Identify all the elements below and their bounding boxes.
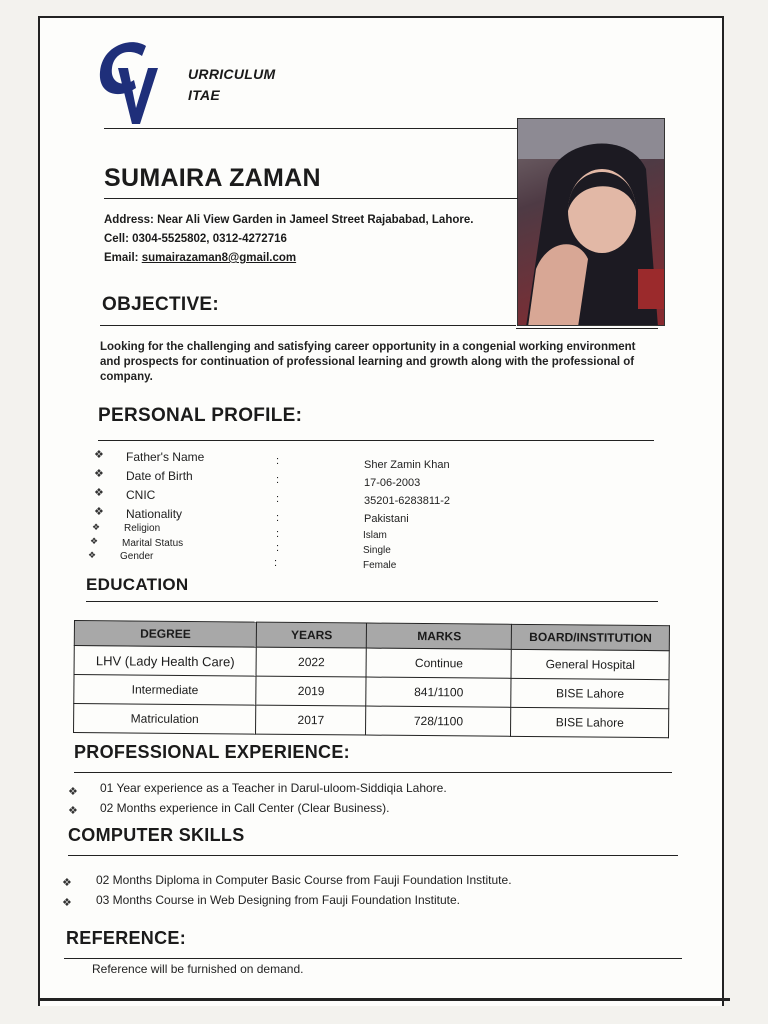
table-row	[74, 704, 669, 738]
bullet-icon: ❖	[68, 805, 78, 817]
personal-profile-rule	[98, 440, 654, 441]
email-label: Email:	[104, 252, 139, 264]
skills-rule	[68, 855, 678, 856]
dob-value: 17-06-2003	[364, 477, 421, 489]
bullet-icon: ❖	[94, 487, 104, 499]
reference-rule	[64, 958, 682, 959]
email-line	[104, 252, 296, 264]
experience-item: 02 Months experience in Call Center (Clear Business).	[100, 801, 390, 815]
dob-label: Date of Birth	[126, 469, 193, 483]
education-table	[73, 620, 670, 738]
header-rule	[104, 128, 518, 129]
gender-value: Female	[363, 560, 397, 571]
degree-cell: Intermediate	[74, 675, 256, 706]
year-cell: 2019	[256, 676, 366, 706]
father-name-value: Sher Zamin Khan	[364, 459, 450, 471]
logo-line-1: URRICULUM	[188, 66, 276, 82]
marks-cell: 841/1100	[366, 677, 511, 707]
skill-item: 02 Months Diploma in Computer Basic Course from Fauji Foundation Institute.	[96, 873, 512, 887]
cv-logo	[96, 38, 160, 130]
email-link[interactable]: sumairazaman8@gmail.com	[141, 252, 297, 264]
bullet-icon: ❖	[62, 897, 72, 909]
colon: :	[276, 528, 280, 540]
religion-value: Islam	[363, 530, 387, 541]
cnic-label: CNIC	[126, 488, 156, 502]
col-header-degree: DEGREE	[74, 621, 256, 648]
bullet-icon: ❖	[68, 786, 78, 798]
bullet-icon: ❖	[90, 536, 99, 546]
degree-cell: Matriculation	[74, 704, 256, 735]
reference-text: Reference will be furnished on demand.	[92, 962, 304, 976]
candidate-name: SUMAIRA ZAMAN	[104, 164, 321, 192]
year-cell: 2017	[256, 705, 366, 735]
colon: :	[276, 493, 280, 505]
cnic-value: 35201-6283811-2	[364, 495, 451, 507]
col-header-marks: MARKS	[367, 623, 512, 649]
marks-cell: 728/1100	[366, 706, 511, 736]
gender-label: Gender	[120, 551, 154, 562]
bullet-icon: ❖	[62, 877, 72, 889]
experience-heading: PROFESSIONAL EXPERIENCE:	[74, 742, 350, 762]
objective-rule-2	[516, 328, 658, 329]
colon: :	[276, 474, 280, 486]
logo-text	[188, 64, 275, 106]
address-value: Near Ali View Garden in Jameel Street Rajababad, Lahore.	[157, 214, 474, 226]
education-heading: EDUCATION	[86, 575, 189, 594]
experience-item: 01 Year experience as a Teacher in Darul-uloom-Siddiqia Lahore.	[100, 781, 447, 795]
year-cell: 2022	[256, 647, 366, 677]
colon: :	[274, 557, 278, 569]
cell-value: 0304-5525802, 0312-4272716	[132, 233, 287, 245]
objective-rule	[100, 325, 516, 326]
experience-rule	[74, 772, 672, 773]
personal-profile-heading: PERSONAL PROFILE:	[98, 405, 303, 426]
cell-line	[104, 233, 287, 245]
cell-label: Cell:	[104, 233, 129, 245]
board-cell: BISE Lahore	[511, 678, 669, 708]
bullet-icon: ❖	[88, 550, 97, 560]
colon: :	[276, 455, 280, 467]
name-rule	[104, 198, 518, 199]
reference-heading: REFERENCE:	[66, 928, 187, 948]
footer-rule	[38, 998, 730, 1001]
objective-text: Looking for the challenging and satisfying career opportunity in a congenial working environment and prospects for continuation of professional learning and growth along with the professional of company.	[100, 341, 636, 383]
board-cell: General Hospital	[511, 649, 669, 679]
religion-label: Religion	[124, 523, 161, 534]
col-header-years: YEARS	[256, 622, 366, 648]
col-header-board: BOARD/INSTITUTION	[512, 624, 670, 650]
education-rule	[86, 601, 658, 602]
objective-heading: OBJECTIVE:	[102, 294, 220, 315]
nationality-value: Pakistani	[364, 513, 409, 525]
bullet-icon: ❖	[94, 506, 104, 518]
skill-item: 03 Months Course in Web Designing from Fauji Foundation Institute.	[96, 893, 460, 907]
logo-line-2: ITAE	[188, 87, 221, 103]
bullet-icon: ❖	[94, 449, 104, 461]
bullet-icon: ❖	[92, 522, 101, 532]
nationality-label: Nationality	[126, 507, 183, 521]
colon: :	[276, 542, 280, 554]
marital-status-label: Marital Status	[122, 538, 184, 549]
father-name-label: Father's Name	[126, 450, 205, 464]
marital-status-value: Single	[363, 545, 391, 556]
degree-cell: LHV (Lady Health Care)	[74, 646, 256, 677]
address-label: Address:	[104, 214, 154, 226]
computer-skills-heading: COMPUTER SKILLS	[68, 825, 245, 845]
colon: :	[276, 512, 280, 524]
bullet-icon: ❖	[94, 468, 104, 480]
board-cell: BISE Lahore	[511, 707, 669, 737]
address-line	[104, 214, 473, 226]
marks-cell: Continue	[366, 648, 511, 678]
profile-photo	[517, 118, 665, 326]
